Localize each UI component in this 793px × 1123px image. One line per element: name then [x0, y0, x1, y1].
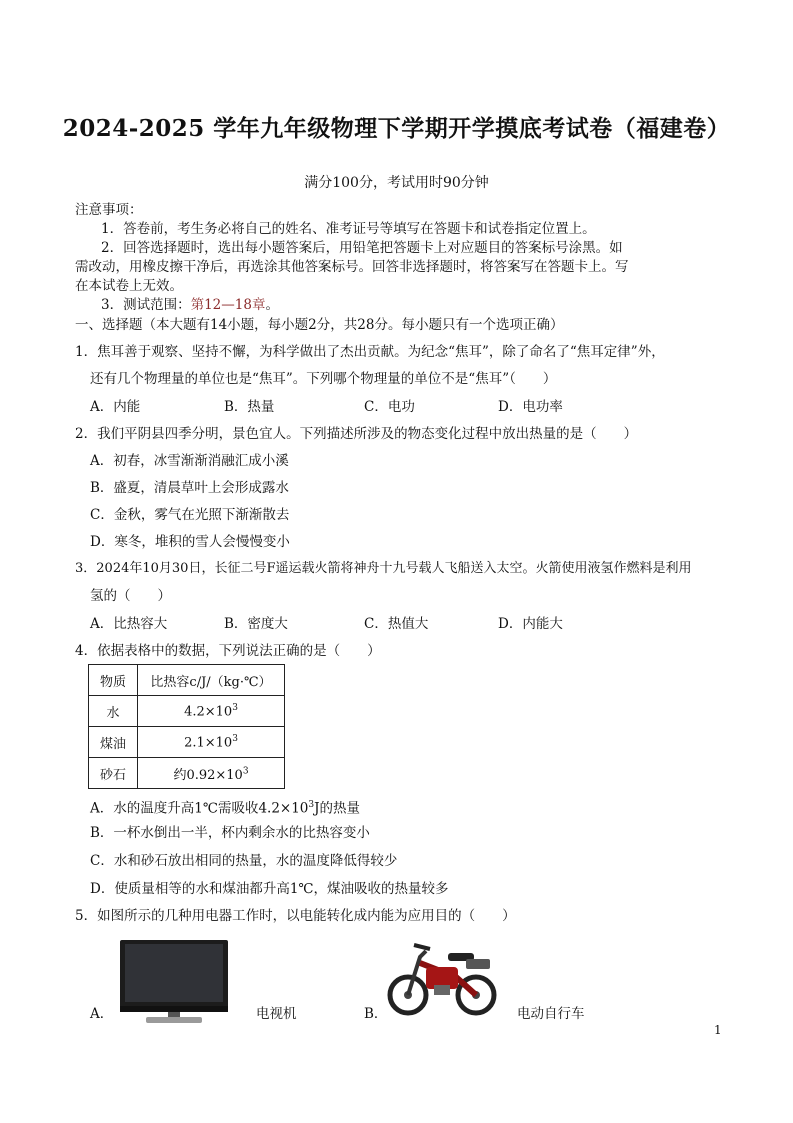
option-a-text: A．水的温度升高1℃需吸收4.2×10: [90, 800, 309, 817]
option: D．寒冬，堆积的雪人会慢慢变小: [90, 534, 290, 550]
question-2-stem: 2．我们平阴县四季分明，景色宜人。下列描述所涉及的物态变化过程中放出热量的是（ ）: [75, 426, 638, 442]
page-number: 1: [714, 1023, 722, 1037]
table-row: [89, 758, 285, 789]
value-base: 4.2×10: [184, 704, 233, 720]
note-1: 1．答卷前，考生务必将自己的姓名、准考证号等填写在答题卡和试卷指定位置上。: [101, 221, 596, 237]
option: B．热量: [224, 399, 275, 415]
specific-heat-table: [88, 664, 285, 789]
table-cell: [138, 727, 285, 758]
table-row: [89, 696, 285, 727]
question-1-line-2: 还有几个物理量的单位也是“焦耳”。下列哪个物理量的单位不是“焦耳”（ ）: [90, 371, 557, 387]
table-cell: [138, 758, 285, 789]
option-a-label: A．: [90, 1006, 114, 1022]
option-a-text: 电视机: [256, 1006, 297, 1022]
option: A．比热容大: [90, 616, 168, 632]
table-row: [89, 727, 285, 758]
table-header-cell: 比热容c/J/（kg·℃）: [138, 665, 285, 696]
option-a-unit: J的热量: [314, 800, 361, 817]
note-2-line-1: 2．回答选择题时，选出每小题答案后，用铅笔把答题卡上对应题目的答案标号涂黑。如: [101, 240, 623, 256]
option: C．水和砂石放出相同的热量，水的温度降低得较少: [90, 853, 398, 869]
table-header-cell: 物质: [89, 665, 138, 696]
table-cell: 煤油: [89, 727, 138, 758]
option-b-text: 电动自行车: [517, 1006, 585, 1022]
note-3-suffix: 。: [265, 297, 279, 313]
page-title: 2024-2025 学年九年级物理下学期开学摸底考试卷（福建卷）: [62, 115, 731, 142]
television-image: [118, 938, 230, 1030]
option: [90, 796, 360, 818]
table-cell: 砂石: [89, 758, 138, 789]
option-a-exponent: 3: [308, 800, 315, 810]
question-4-stem: 4．依据表格中的数据，下列说法正确的是（ ）: [75, 643, 381, 659]
test-range: 第12—18章: [190, 297, 266, 313]
option: D．内能大: [498, 616, 563, 632]
option: D．使质量相等的水和煤油都升高1℃，煤油吸收的热量较多: [90, 881, 449, 897]
note-2-line-2: 需改动，用橡皮擦干净后，再选涂其他答案标号。回答非选择题时，将答案写在答题卡上。写: [75, 259, 629, 275]
value-exponent: 3: [232, 733, 238, 744]
option: B．盛夏，清晨草叶上会形成露水: [90, 480, 289, 496]
notes-heading: 注意事项：: [75, 202, 143, 218]
option: A．内能: [90, 399, 141, 415]
value-base: 约0.92×10: [173, 767, 243, 783]
question-5-stem: 5．如图所示的几种用电器工作时，以电能转化成内能为应用目的（ ）: [75, 908, 516, 924]
value-base: 2.1×10: [184, 735, 233, 751]
option: C．热值大: [364, 616, 429, 632]
question-1-line-1: 1．焦耳善于观察、坚持不懈，为科学做出了杰出贡献。为纪念“焦耳”，除了命名了“焦耳定律”外，: [75, 344, 665, 360]
option: B．一杯水倒出一半，杯内剩余水的比热容变小: [90, 825, 370, 841]
table-cell: [138, 696, 285, 727]
exam-subtitle: 满分100分，考试用时90分钟: [304, 175, 489, 191]
question-3-line-2: 氢的（ ）: [90, 588, 171, 604]
option: C．电功: [364, 399, 415, 415]
table-cell: 水: [89, 696, 138, 727]
note-2-line-3: 在本试卷上无效。: [75, 278, 183, 294]
option: B．密度大: [224, 616, 288, 632]
option: A．初春，冰雪渐渐消融汇成小溪: [90, 453, 289, 469]
electric-bicycle-image: [386, 933, 498, 1025]
note-3: [101, 296, 279, 314]
option: D．电功率: [498, 399, 563, 415]
value-exponent: 3: [232, 702, 238, 713]
table-header-row: [89, 665, 285, 696]
section-heading: 一、选择题（本大题有14小题，每小题2分，共28分。每小题只有一个选项正确）: [75, 317, 564, 333]
option-b-label: B．: [364, 1006, 388, 1022]
value-exponent: 3: [242, 766, 249, 777]
note-3-prefix: 3．测试范围：: [101, 297, 191, 313]
question-3-line-1: 3．2024年10月30日，长征二号F遥运载火箭将神舟十九号载人飞船送入太空。火箭使用液氢作燃料是利用: [75, 561, 692, 576]
option: C．金秋，雾气在光照下渐渐散去: [90, 507, 290, 523]
